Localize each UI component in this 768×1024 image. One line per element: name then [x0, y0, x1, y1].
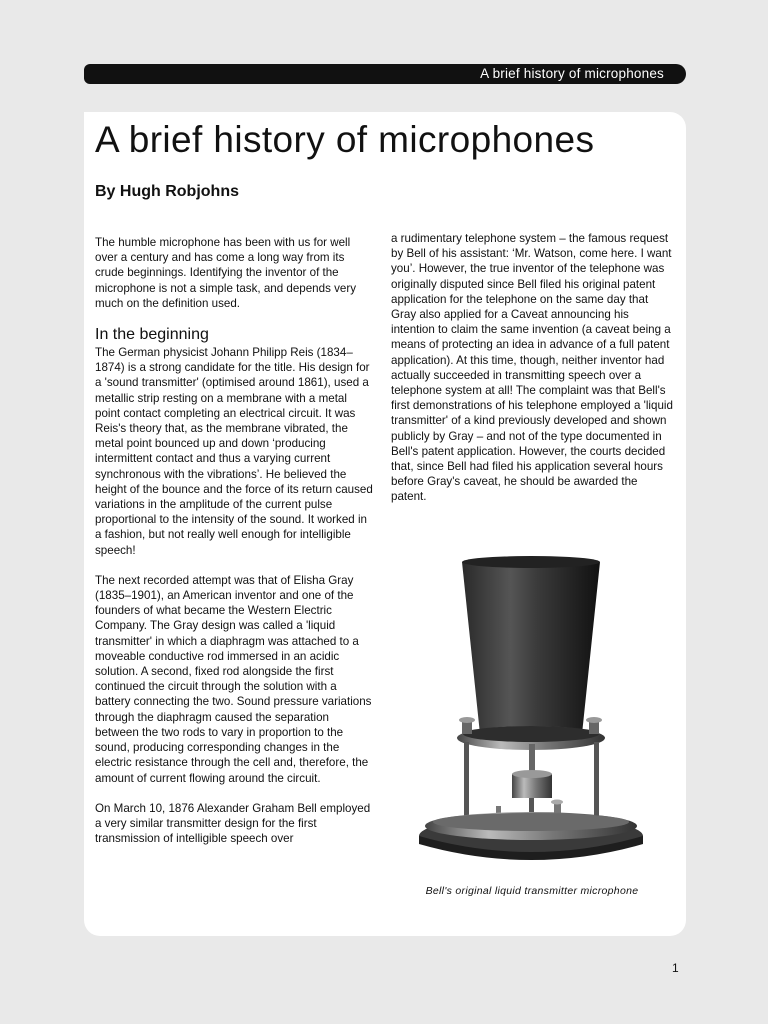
article-title: A brief history of microphones — [95, 119, 595, 160]
intro-paragraph: The humble microphone has been with us for well over a century and has come a long way from its crude beginnings. Identifying the inventor of the microphone is not a simple task, and depends very much on the definition used. — [95, 236, 357, 310]
bell-paragraph: On March 10, 1876 Alexander Graham Bell employed a very similar transmitter design for the first transmission of intelligible speech over — [95, 801, 371, 846]
running-header-bar — [84, 64, 686, 84]
article-byline: By Hugh Robjohns — [95, 183, 239, 200]
left-column — [95, 235, 373, 861]
figure-caption: Bell's original liquid transmitter microphone — [425, 885, 639, 897]
section-heading: In the beginning — [95, 326, 209, 344]
liquid-transmitter-photo — [404, 554, 658, 874]
right-column — [391, 231, 673, 520]
page-number: 1 — [672, 961, 679, 975]
running-header-title: A brief history of microphones — [480, 66, 664, 81]
bell-paragraph-continued: a rudimentary telephone system – the famous request by Bell of his assistant: ‘Mr. Watson, come here. I want you’. However, the true inventor of the telephone was originally disputed since Bell filed his original patent application for the telephone on the same day that Gray also applied for a Caveat announcing his intention to claim the same invention (a caveat being a means of protecting an idea in advance of a full patent application). At this time, though, neither inventor had actually succeeded in transmitting speech over a telephone system at all! The complaint was that Bell's first demonstrations of his telephone employed a 'liquid transmitter' of a kind previously developed and shown publicly by Gray – and not of the type documented in Bell's patent application. However, the courts decided that, since Bell had filed his application several hours before Gray's caveat, he should be awarded the patent. — [391, 232, 673, 504]
gray-paragraph: The next recorded attempt was that of Elisha Gray (1835–1901), an American inventor and one of the founders of what became the Western Electric Company. The Gray design was called a 'liquid transmitter' in which a diaphragm was attached to a moveable conductive rod immersed in an acidic solution. A second, fixed rod alongside the first continued the circuit through the solution with a battery connecting the two. Sound pressure variations through the diaphragm caused the separation between the two rods to vary in proportion to the sound, producing corresponding changes in the electric resistance through the cell and, therefore, the amount of current flowing around the circuit. — [95, 573, 372, 785]
reis-paragraph: The German physicist Johann Philipp Reis (1834–1874) is a strong candidate for the title. His design for a 'sound transmitter' (optimised around 1861), used a metallic strip resting on a membrane with a metal point contact completing an electrical circuit. It was Reis's theory that, as the membrane vibrated, the metal point bounced up and down ‘producing intermittent contact and thus a varying current synchronous with the vibrations’. He believed the height of the bounce and the force of its return caused variations in the amplitude of the current pulse proportional to the intensity of the sound. It worked in a fashion, but not really well enough for intelligible speech! — [95, 346, 373, 557]
